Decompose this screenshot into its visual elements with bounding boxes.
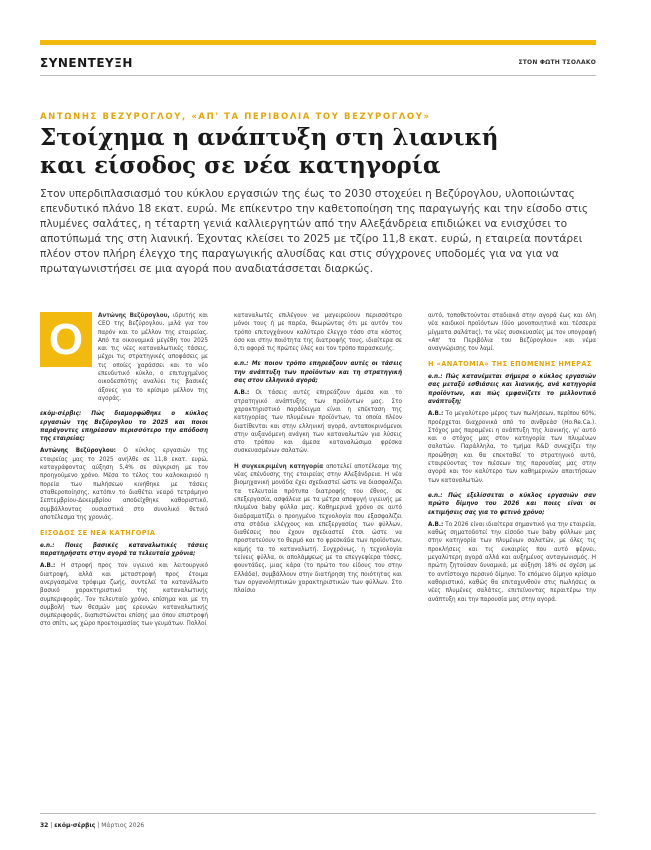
- answer-1-text: Ο κύκλος εργασιών της εταιρείας μας το 2025 ανήλθε σε 11,8 εκατ. ευρώ, καταγράφοντας αύξηση 5,4% σε σύγκριση με τον προηγούμενο χρόνο. Μέσα το τέλος του καλοκαιριού η πορεία των πωλήσεων κινήθηκε με τάσεις σταθεροποίησης, κατόπιν το διαθέτει νεαρό τετράμηνο Σεπτεμβρίου-Δεκεμβρίου αποδείχθηκε καθοριστικό, συμβάλλοντας ουσιαστικά στο συνολικό θετικό αποτέλεσμα της χρονιάς.: [40, 448, 208, 521]
- top-accent-rule: [40, 40, 596, 45]
- answer-4: [428, 410, 596, 485]
- subheading-new-category: ΕΙΣΟΔΟΣ ΣΕ ΝΕΑ ΚΑΤΗΓΟΡΙΑ: [40, 529, 156, 538]
- intro-name: Αντώνης Βεζύρογλου,: [98, 313, 170, 319]
- headline-line-1: Στοίχημα η ανάπτυξη στη λιανική: [40, 124, 499, 151]
- article-kicker: ΑΝΤΩΝΗΣ ΒΕΖΥΡΟΓΛΟΥ, «ΑΠ' ΤΑ ΠΕΡΙΒΟΛΙΑ ΤΟΥ ΒΕΖΥΡΟΓΛΟΥ»: [40, 112, 431, 122]
- text-column-1: [40, 312, 208, 636]
- answer-2-label: Α.Β.:: [40, 563, 56, 570]
- header-divider: [40, 75, 596, 76]
- answer-2: [40, 562, 208, 628]
- article-headline: [40, 124, 596, 180]
- answer-1: [40, 447, 208, 522]
- question-2: e.n.: Ποιες βασικές καταναλωτικές τάσεις παρατηρήσατε στην αγορά τα τελευταία χρόνια;: [40, 542, 208, 558]
- answer-3: [234, 389, 402, 455]
- question-1: εκόµ-σέρβις: Πώς διαµορφώθηκε ο κύκλος εργασιών της Βεζύρογλου το 2025 και ποιοι παράγοντες επηρέασαν περισσότερο την απόδοση της εταιρείας;: [40, 411, 208, 443]
- answer-4-label: Α.Β.:: [428, 411, 444, 418]
- section-label: ΣΥΝΕΝΤΕΥΞΗ: [40, 56, 133, 70]
- footer-sep-2: |: [97, 822, 100, 829]
- headline-line-2: και είσοδος σε νέα κατηγορία: [40, 152, 441, 179]
- answer-1-label: Αντώνης Βεζύρογλου:: [40, 448, 116, 455]
- question-5: e.n.: Πώς εξελίσσεται ο κύκλος εργασιών σαν πρώτο δίμηνο του 2026 και ποιες είναι οι εκτιμήσεις σας για το φετινό χρόνο;: [428, 492, 596, 516]
- article-lead: Στον υπερδιπλασιασμό του κύκλου εργασιών της έως το 2030 στοχεύει η Βεζύρογλου, υλοποιώντας επενδυτικό πλάνο 18 εκατ. ευρώ. Με επίκεντρο την καθετοποίηση της παραγωγής και την είσοδο στις πλυμένες σαλάτες, η τέταρτη γενιά καλλιεργητών από την Αλεξάνδρεια επιδιώκει να ενισχύσει το αποτύπωμά της στη λιανική. Έχοντας κλείσει το 2025 με τζίρο 11,8 εκατ. ευρώ, η εταιρεία ποντάρει πλέον στον πλήρη έλεγχο της παραγωγικής αλυσίδας και στις σύγχρονες υποδομές για να για να πρωταγωνιστήσει σε μια αγορά που αναδιατάσσεται διαρκώς.: [40, 188, 589, 275]
- page-footer: [40, 822, 144, 829]
- answer-4-text: Το μεγαλύτερο μέρος των πωλήσεων, περίπου 60%, προέρχεται διαχρονικά από το σινθρεάσ (Ho.Re.Ca.). Στόχος μας παραμένει η ανάπτυξη της λιανικής, γι' αυτό και ο στόχος μας στον κατηγορία των πλυμένων σαλατών. Παράλληλα, το τμήμα R&D συνεχίζει την προώθηση και θα επεκταθεί το στρατηγικό αυτό, εταιρεύοντας τον πιέσεων της παρουσίας μας στην αγορά και τον καλύτερο των καθημερινών απαιτήσεων των καταναλωτών.: [428, 411, 596, 484]
- intro-text: ιδρυτής και CEO της Βεζύρογλου, μιλά για τον παρόν και το μέλλον της εταιρείας. Από τα οικονομικά μεγέθη του 2025 και τις νέες καταναλωτικές τάσεις, μέχρι τις στρατηγικές αποφάσεις με τις οποίες χαράσσει και το νέο επενδυτικό κύκλο, ο επιτυχηµένος οικοδεσπότης αναλύει τις βασικές άξονες για το κρίσιμο μέλλον της αγοράς.: [98, 313, 209, 402]
- intro-paragraph: [98, 312, 208, 403]
- footer-divider: [40, 813, 596, 814]
- byline: ΣΤΟΝ ΦΩΤΗ ΤΣΟΛΑΚΟ: [518, 59, 596, 66]
- answer-5: [428, 521, 596, 604]
- col2-paragraph-1: καταναλωτές επιλέγουν να μαγειρεύουν περισσότερο μόνοι τους ή με παρέα, θεωρώντας ότι με αυτόν τον τρόπο επιτυγχάνουν καλύτερο έλεγχο τόσο στα κόστος όσο και στην ποιότητα της διατροφής τους, ιδιαίτερα σε ό,τι αφορά τις πρώτες ύλες και τον τρόπο παρασκευής.: [234, 313, 402, 353]
- col2-paragraph-2: [234, 463, 402, 596]
- page-number: 32: [40, 822, 49, 829]
- col3-paragraph-1: αυτό, τοποθετούνται σταδιακά στην αγορά έως και όλη νέα καιδικοί προϊόντων (δύο μονοποιητικά και τέσσερα μίγματα σαλάτας), τα νέες συσκευασίες με τον υπογραφή «Απ' τα Περιβόλια του Βεζύρογλου» και νέμα αναγνώρισης τον λαμί.: [428, 313, 596, 353]
- publication-name: εκόµ-σέρβις: [54, 822, 96, 829]
- answer-3-text: Οι τάσεις αυτές επηρεάζουν άμεσα και το στρατηγικό ανάπτυξης των προϊόντων μας. Στο χαρακτηριστικό παράδειγμα είναι η επέκταση της κατηγορίας των πλυμένων προϊόντων, τα οποία πλέον διατίθενται και στην ελληνική αγορά, ανταποκρινόμενοι στην αυξανόμενη ανάγκη των καταναλωτών για λύσεις στο τρόπου και άμεσα καταναλώσιμα φρέσκα συσκευασμένων σαλατών.: [234, 390, 402, 455]
- answer-5-text: Το 2026 είναι ιδιαίτερα σημαντικό για την εταιρεία, καθώς σηματοδοτεί την είσοδο των baby φύλλων μας στην κατηγορία των πλυμένων σαλατών, με όλες τις προκλήσεις και τις ευκαιρίες που αυτό φέρνει, μεγαλύτερη αγορά αλλά και αυξημένος ανταγωνισμός. Η πρώτη ζητούσαν δυναμικά, με αύξηση 18% σε σχέση με το αντίστοιχο περσινό δίμηνο. Το επόμενο δίμηνο κρίσιμο καθοριστικό, καθώς θα επιταχυνθούν στις πωλήσεις οι νέες πλυμένες σαλάτες, επιτείνοντας περαιτέρω την ανάπτυξη και την παρουσία μας στην αγορά.: [428, 521, 596, 603]
- answer-3-label: Α.Β.:: [234, 390, 250, 397]
- issue-date: Μάρτιος 2026: [101, 822, 145, 829]
- drop-cap: Ο: [40, 312, 92, 367]
- footer-sep-1: |: [50, 822, 53, 829]
- strong-lead: Η συγκεκριμένη κατηγορία: [234, 463, 324, 470]
- answer-5-label: Α.Β.:: [428, 521, 444, 528]
- question-3: e.n.: Με ποιον τρόπο επηρεάζουν αυτές οι τάσεις την ανάπτυξη των προϊόντων και τη στρατηγική σας στον ελληνικό αγορά;: [234, 361, 402, 385]
- text-column-2: [234, 312, 402, 603]
- answer-2-text: Η στροφή προς τον υγιεινό και λειτουργικό διατροφή, αλλά και μεταστροφή προς έτοιμα ανεργασμένα τρόφιμα ζωής, συντελεί τα κατανάλωτο βασικό χαρακτηριστικό της καταναλωτικής συμπεριφοράς. Τον τελευταίο χρόνο, επίσημα και με τη συμβολή των θεσμών μας ερευνών καταναλωτικής συμπεριφοράς, διαπιστώνεται επίσης μια όπου επιστροφή στο σπίτι, ως χώρο προετοιμασίας των γευμάτων. Πολλοί: [40, 563, 208, 628]
- col2-paragraph-2-text: αποτελεί αποτέλεσμα της νέας επένδυσης της εταιρείας στην Αλεξάνδρεια. Η νέα βιομηχανική μονάδα έχει σχεδιαστεί ώστε να διασφαλίζει τα τελευταία πρότυπα διατροφής του έθνος, σε επεξεργασία, ασφάλεια με τα μέτρα αποφυγή υγιεινής με πλυμένα baby φύλλα μας. Καθημερινά χρόνο σε αυτό διαδραματίζει ο προηγμένο τεχνολογία που εξασφαλίζει στα στάδια ελέγχους και επεξεργασίας των φύλλων, διαθέσεις που έχουν σχεδιαστεί έτσι ώστε να προστατεύουν το θερμό και το φρεσκάδα των προϊόντων, καμής τα το καταναλωτή. Συγχρόνως, η τεχνολογία τείνεις φύλλα, οι απολάμψεως με τα επεγγεφίερα τόσες, φουντάδες, μιας κάρα (το πρώτο του είδους του στην Ελλάδα), συμβάλλουν στην διατήρηση της ποιότητας και των οργανοληπτικών χαρακτηριστικών των φύλλων. Στο πλαίσιο: [234, 463, 402, 595]
- subheading-anatomy: Η «ΑΝΑΤΟΜΙΑ» ΤΗΣ ΕΠΟΜΕΝΗΣ ΗΜΕΡΑΣ: [428, 360, 592, 369]
- question-4: e.n.: Πώς κατανέμεται σήμερα ο κύκλος εργασιών σας μεταξύ εσθιάσεις και λιανικής, ανά κατηγορία προϊόντων, και πώς εμφανίζετε το μελλοντικό ανάπτυξη;: [428, 374, 596, 405]
- text-column-3: [428, 312, 596, 611]
